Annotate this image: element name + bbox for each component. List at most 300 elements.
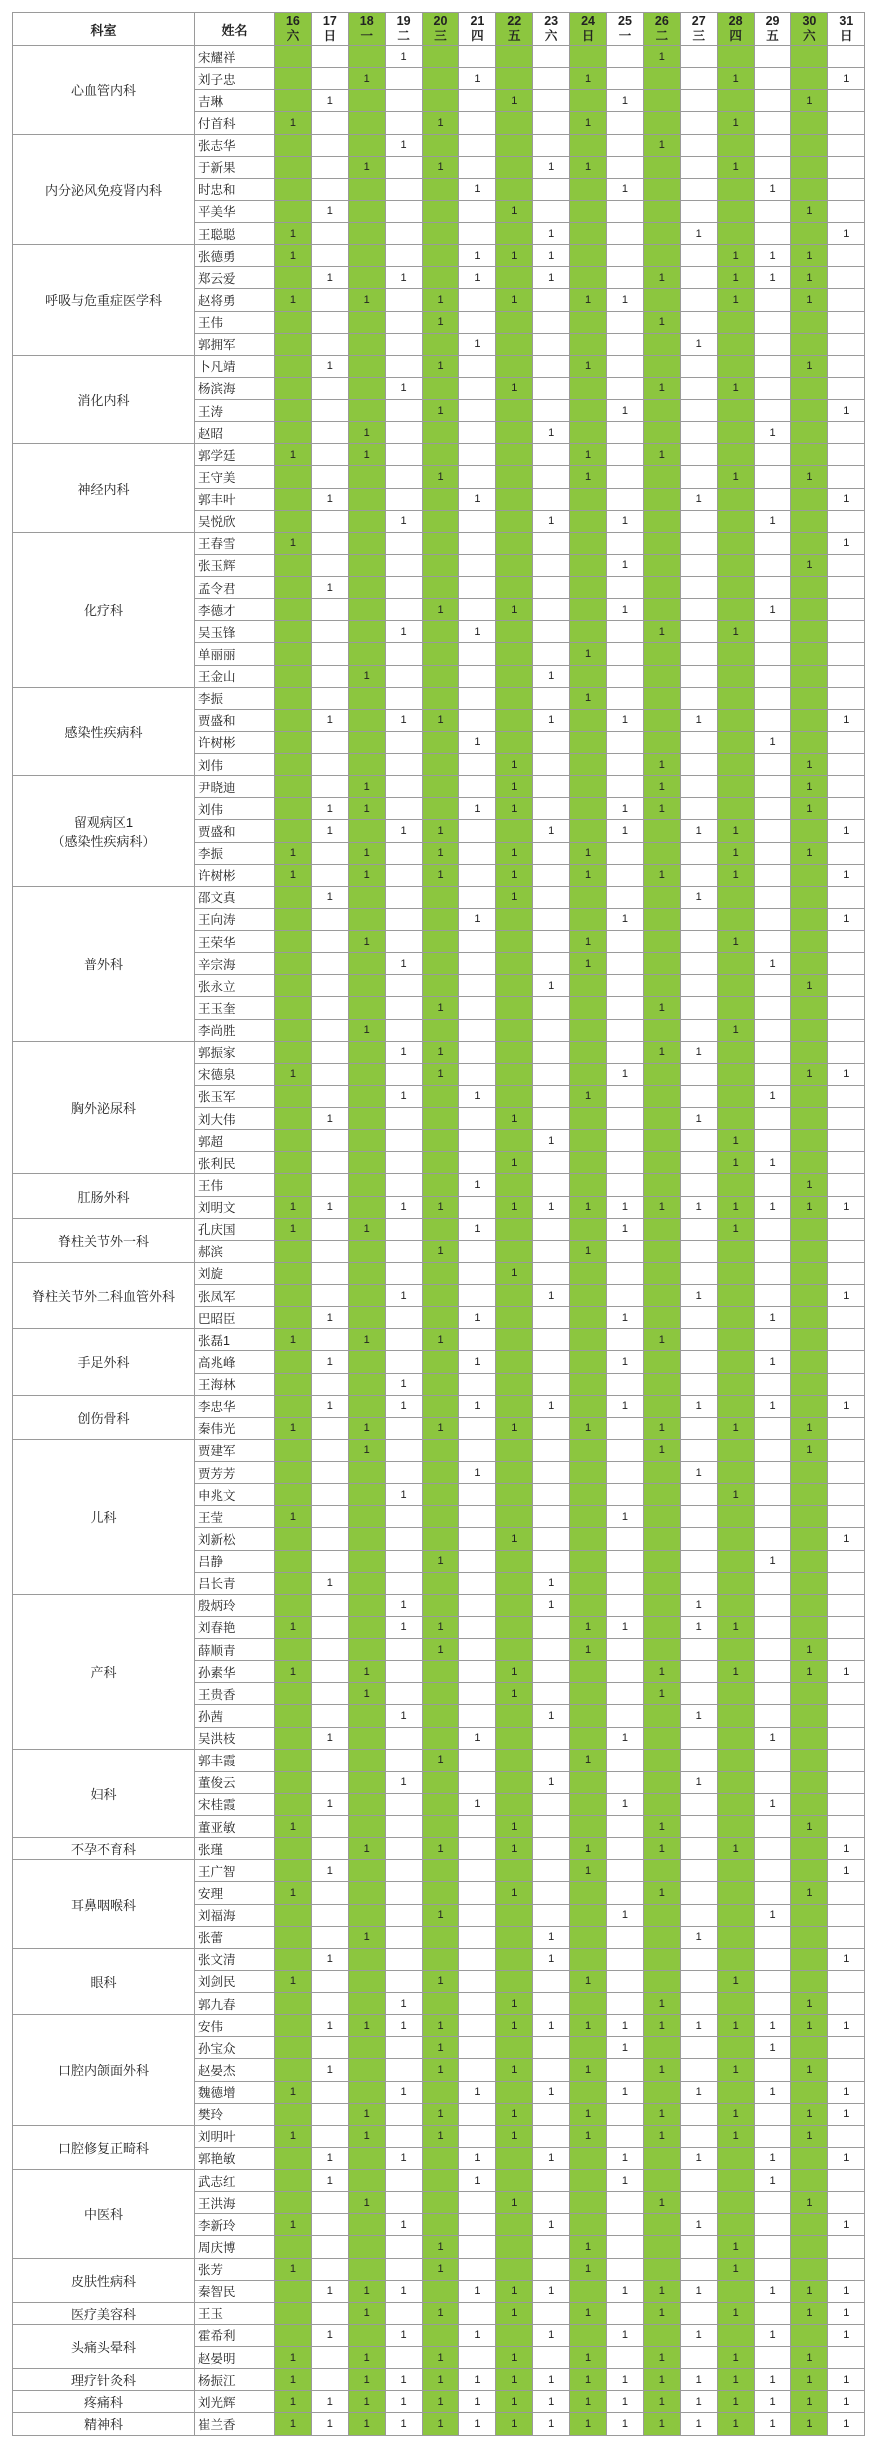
duty-cell [643,400,680,422]
duty-cell [385,1041,422,1063]
duty-cell [791,1904,828,1926]
day-number: 23 [544,14,559,28]
duty-cell [459,798,496,820]
duty-cell [643,2015,680,2037]
duty-mark: 1 [400,2086,407,2099]
duty-cell [791,90,828,112]
duty-mark: 1 [695,2019,702,2032]
staff-name: 孙宝众 [195,2037,275,2059]
day-header-19 [385,13,422,46]
duty-mark: 1 [511,1820,518,1833]
duty-mark: 1 [621,1223,629,1236]
duty-mark: 1 [695,1931,702,1944]
duty-mark: 1 [511,2063,518,2076]
duty-cell [607,1993,644,2015]
staff-name: 孟令君 [195,577,275,599]
duty-cell [385,46,422,68]
duty-cell [680,2059,717,2081]
duty-cell [570,665,607,687]
duty-mark: 1 [658,382,665,395]
duty-cell [422,1484,459,1506]
duty-mark: 1 [769,736,776,749]
duty-cell [570,1683,607,1705]
duty-cell [607,931,644,953]
department-cell [13,134,195,245]
duty-cell [385,488,422,510]
duty-cell [570,1506,607,1528]
department-name: 理疗针灸科 [70,2373,136,2389]
duty-cell [533,156,570,178]
duty-cell [643,2147,680,2169]
duty-cell [385,1019,422,1041]
duty-cell [828,156,865,178]
duty-cell [680,1926,717,1948]
duty-cell [311,355,348,377]
duty-mark: 1 [621,913,629,926]
duty-cell [533,1882,570,1904]
duty-cell [385,1395,422,1417]
duty-cell [275,2413,312,2435]
duty-mark: 1 [289,2263,296,2276]
duty-cell [828,997,865,1019]
duty-cell [680,444,717,466]
duty-cell [680,2391,717,2413]
duty-cell [570,2347,607,2369]
duty-mark: 1 [326,360,333,373]
duty-mark: 1 [732,72,739,85]
department-cell [13,245,195,356]
duty-cell [607,333,644,355]
duty-cell [459,2347,496,2369]
duty-cell [385,1439,422,1461]
duty-cell [385,1130,422,1152]
duty-cell [717,1904,754,1926]
day-header-18 [348,13,385,46]
duty-cell [791,599,828,621]
duty-cell [717,245,754,267]
duty-cell [311,1329,348,1351]
day-header-25 [607,13,644,46]
duty-cell [754,1417,791,1439]
duty-cell [643,1395,680,1417]
duty-mark: 1 [474,802,481,815]
duty-mark: 1 [363,72,370,85]
duty-cell [459,886,496,908]
duty-cell [311,510,348,532]
duty-cell [754,2280,791,2302]
duty-cell [680,68,717,90]
duty-cell [791,709,828,731]
duty-cell [754,1439,791,1461]
duty-mark: 1 [289,1068,296,1081]
duty-mark: 1 [732,1024,739,1037]
department-cell [13,1329,195,1395]
duty-cell [717,2302,754,2324]
duty-cell [422,510,459,532]
schedule-row [13,134,865,156]
duty-cell [754,1506,791,1528]
department-cell [13,1174,195,1218]
duty-cell [385,1174,422,1196]
duty-cell [607,46,644,68]
duty-cell [754,1904,791,1926]
duty-cell [643,2214,680,2236]
duty-mark: 1 [806,979,813,992]
duty-cell [828,1528,865,1550]
duty-cell [680,2369,717,2391]
duty-cell [570,1063,607,1085]
duty-cell [717,1108,754,1130]
duty-mark: 1 [732,1201,739,1214]
duty-mark: 1 [289,1333,296,1346]
duty-cell [422,2170,459,2192]
duty-cell [385,975,422,997]
duty-cell [607,1174,644,1196]
duty-cell [459,1041,496,1063]
duty-mark: 1 [732,1842,739,1855]
duty-cell [717,1307,754,1329]
duty-cell [275,2081,312,2103]
duty-cell [496,908,533,930]
weekday-label: 一 [360,29,373,43]
duty-cell [496,466,533,488]
duty-mark: 1 [437,824,444,837]
duty-cell [311,886,348,908]
duty-cell [385,2324,422,2346]
duty-mark: 1 [621,1798,629,1811]
duty-cell [385,776,422,798]
duty-cell [791,997,828,1019]
duty-cell [680,422,717,444]
duty-cell [459,156,496,178]
duty-cell [607,1285,644,1307]
duty-cell [348,333,385,355]
duty-cell [607,1816,644,1838]
duty-cell [533,1395,570,1417]
duty-cell [496,1683,533,1705]
duty-cell [791,886,828,908]
duty-mark: 1 [474,2086,481,2099]
duty-cell [422,2081,459,2103]
duty-cell [422,1882,459,1904]
duty-cell [643,2413,680,2435]
staff-name: 孙素华 [195,1661,275,1683]
staff-name: 张文清 [195,1948,275,1970]
duty-cell [311,1395,348,1417]
duty-cell [717,754,754,776]
duty-cell [570,1085,607,1107]
duty-cell [459,953,496,975]
duty-cell [680,2258,717,2280]
duty-mark: 1 [585,2395,592,2408]
duty-cell [422,908,459,930]
duty-cell [754,842,791,864]
duty-cell [311,200,348,222]
day-header-29 [754,13,791,46]
duty-cell [680,1639,717,1661]
department-name: 胸外泌尿科 [70,1101,136,1116]
duty-cell [754,2059,791,2081]
duty-cell [643,1639,680,1661]
duty-mark: 1 [437,360,444,373]
duty-mark: 1 [548,227,555,240]
duty-cell [533,621,570,643]
duty-cell [607,68,644,90]
duty-cell [275,2214,312,2236]
duty-cell [459,709,496,731]
duty-cell [533,2015,570,2037]
day-header-24 [570,13,607,46]
duty-cell [643,2192,680,2214]
duty-mark: 1 [437,116,444,129]
weekday-label: 二 [655,29,669,43]
duty-cell [311,1948,348,1970]
duty-cell [385,1550,422,1572]
duty-mark: 1 [806,2019,813,2032]
weekday-label: 四 [729,29,742,43]
duty-cell [459,223,496,245]
duty-mark: 1 [695,2086,702,2099]
duty-cell [275,1329,312,1351]
duty-cell [533,2413,570,2435]
duty-cell [754,1948,791,1970]
duty-cell [459,2369,496,2391]
duty-cell [828,1882,865,1904]
duty-cell [496,1063,533,1085]
duty-mark: 1 [585,1975,592,1988]
duty-cell [570,355,607,377]
duty-cell [717,1373,754,1395]
staff-name: 李德才 [195,599,275,621]
duty-cell [275,2192,312,2214]
duty-cell [754,267,791,289]
duty-cell [680,842,717,864]
duty-mark: 1 [621,2395,629,2408]
duty-cell [754,2103,791,2125]
duty-cell [828,820,865,842]
duty-cell [607,289,644,311]
duty-cell [607,1771,644,1793]
duty-cell [828,112,865,134]
duty-cell [643,953,680,975]
duty-cell [422,200,459,222]
department-name: 眼科 [90,1974,117,1990]
duty-cell [754,599,791,621]
duty-cell [496,2369,533,2391]
duty-mark: 1 [585,957,592,970]
staff-name: 张玉辉 [195,554,275,576]
duty-cell [422,754,459,776]
weekday-label: 四 [471,29,484,43]
duty-cell [570,400,607,422]
duty-cell [311,2125,348,2147]
duty-cell [422,377,459,399]
duty-cell [533,1572,570,1594]
duty-cell [311,532,348,554]
duty-cell [385,1860,422,1882]
duty-cell [348,621,385,643]
duty-cell [607,1926,644,1948]
duty-cell [533,1108,570,1130]
duty-mark: 1 [326,714,333,727]
schedule-row [13,1174,865,1196]
duty-cell [607,1262,644,1284]
duty-cell [828,223,865,245]
duty-cell [680,975,717,997]
duty-cell [496,2125,533,2147]
duty-mark: 1 [437,1643,444,1656]
duty-mark: 1 [585,72,592,85]
duty-mark: 1 [289,116,296,129]
duty-cell [607,665,644,687]
department-name: 儿科 [90,1510,117,1526]
duty-cell [422,466,459,488]
duty-cell [385,1351,422,1373]
duty-cell [311,997,348,1019]
duty-mark: 1 [511,891,518,904]
duty-cell [385,1616,422,1638]
duty-mark: 1 [769,249,776,262]
schedule-row [13,2391,865,2413]
duty-cell [459,377,496,399]
duty-cell [828,1816,865,1838]
duty-cell [385,2147,422,2169]
duty-cell [607,2125,644,2147]
duty-cell [275,754,312,776]
duty-cell [533,1993,570,2015]
duty-cell [754,2347,791,2369]
duty-cell [275,1285,312,1307]
staff-name: 李新玲 [195,2214,275,2236]
duty-cell [385,2258,422,2280]
duty-cell [717,908,754,930]
duty-cell [680,1572,717,1594]
duty-cell [533,1639,570,1661]
duty-cell [275,510,312,532]
duty-mark: 1 [806,847,813,860]
duty-cell [459,2236,496,2258]
duty-cell [607,311,644,333]
duty-cell [717,599,754,621]
duty-cell [275,1307,312,1329]
duty-cell [311,2391,348,2413]
duty-cell [643,665,680,687]
duty-mark: 1 [363,2307,370,2320]
duty-cell [828,798,865,820]
duty-mark: 1 [548,1599,555,1612]
duty-cell [643,1019,680,1041]
duty-mark: 1 [511,603,518,616]
duty-cell [422,2236,459,2258]
duty-mark: 1 [437,1621,444,1634]
duty-mark: 1 [289,2351,296,2364]
duty-cell [717,2347,754,2369]
weekday-label: 六 [803,29,816,43]
duty-mark: 1 [732,2019,739,2032]
duty-cell [607,1506,644,1528]
duty-mark: 1 [326,205,333,218]
duty-mark: 1 [769,1909,776,1922]
duty-cell [348,643,385,665]
duty-mark: 1 [695,1112,702,1125]
duty-cell [459,2081,496,2103]
duty-cell [385,2037,422,2059]
department-name: 肛肠外科 [77,1189,130,1205]
duty-cell [311,754,348,776]
duty-mark: 1 [400,2373,407,2386]
duty-cell [754,1307,791,1329]
duty-cell [717,709,754,731]
duty-cell [533,377,570,399]
duty-cell [754,2170,791,2192]
duty-cell [570,1218,607,1240]
duty-cell [348,1749,385,1771]
duty-cell [459,245,496,267]
duty-mark: 1 [437,1555,444,1568]
duty-cell [680,554,717,576]
duty-cell [311,1860,348,1882]
department-cell [13,1439,195,1594]
duty-cell [275,90,312,112]
duty-cell [570,2081,607,2103]
duty-mark: 1 [326,2417,333,2430]
duty-cell [754,975,791,997]
duty-mark: 1 [695,1599,702,1612]
duty-cell [459,1616,496,1638]
duty-mark: 1 [289,293,296,306]
duty-cell [275,776,312,798]
duty-cell [385,2280,422,2302]
duty-mark: 1 [621,515,629,528]
duty-mark: 1 [806,758,813,771]
duty-cell [533,1705,570,1727]
duty-mark: 1 [511,293,518,306]
staff-name: 辛宗海 [195,953,275,975]
duty-cell [496,1439,533,1461]
duty-cell [570,864,607,886]
duty-cell [570,1285,607,1307]
duty-cell [754,333,791,355]
duty-cell [459,731,496,753]
duty-cell [680,599,717,621]
duty-cell [496,1528,533,1550]
duty-cell [422,422,459,444]
duty-mark: 1 [843,1068,850,1081]
duty-cell [496,1661,533,1683]
duty-cell [643,444,680,466]
duty-mark: 1 [843,1289,850,1302]
duty-mark: 1 [363,161,370,174]
duty-cell [496,112,533,134]
duty-cell [496,1993,533,2015]
duty-mark: 1 [289,2218,296,2231]
duty-cell [459,776,496,798]
duty-cell [275,2280,312,2302]
duty-cell [680,1705,717,1727]
staff-name: 樊玲 [195,2103,275,2125]
duty-cell [422,2147,459,2169]
duty-cell [791,2147,828,2169]
duty-cell [828,1484,865,1506]
duty-cell [311,1196,348,1218]
duty-cell [791,311,828,333]
duty-mark: 1 [843,1864,850,1877]
duty-mark: 1 [658,1333,665,1346]
duty-cell [496,798,533,820]
duty-cell [348,665,385,687]
duty-mark: 1 [511,2196,518,2209]
duty-cell [643,554,680,576]
